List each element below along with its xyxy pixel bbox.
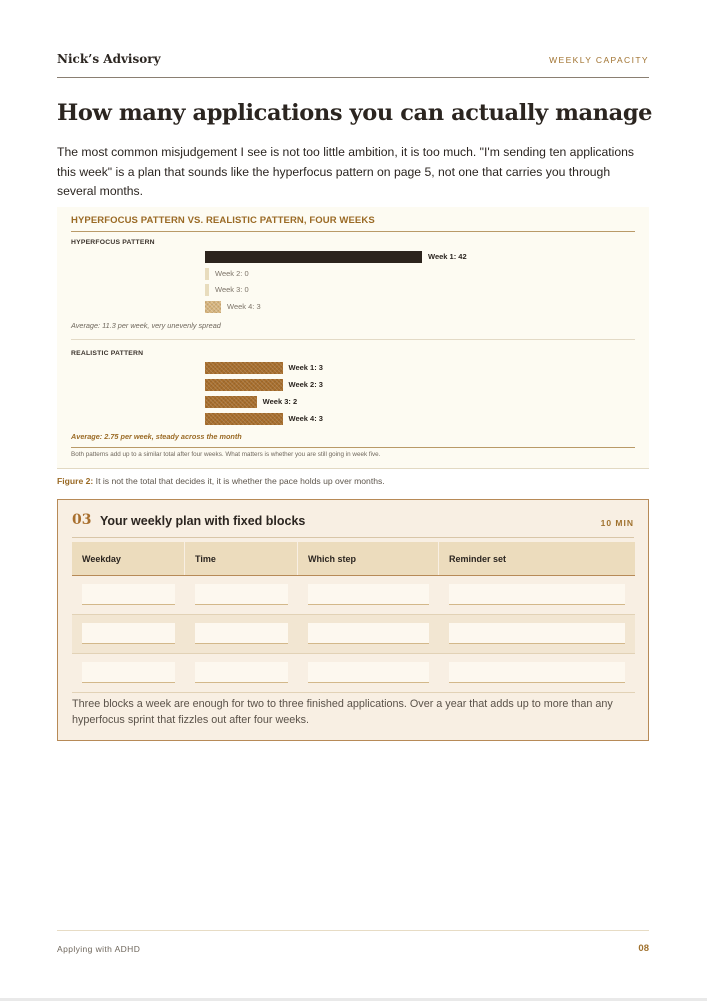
group-average: Average: 2.75 per week, steady across the month — [71, 432, 242, 441]
group-divider — [71, 447, 635, 448]
bar-label: Week 3: 2 — [262, 397, 298, 406]
caption-label: Figure 2: — [57, 476, 94, 486]
bar-week-3 — [205, 284, 209, 296]
weekday-field[interactable] — [82, 623, 175, 644]
group-label: HYPERFOCUS PATTERN — [71, 239, 155, 246]
step-field[interactable] — [308, 584, 429, 605]
exercise-title: Your weekly plan with fixed blocks — [100, 514, 306, 528]
weekday-field[interactable] — [82, 584, 175, 605]
table-row — [72, 615, 635, 654]
page-title: How many applications you can actually manage — [57, 100, 653, 126]
bar-label: Week 3: 0 — [215, 285, 249, 294]
reminder-field[interactable] — [449, 584, 625, 605]
table-row — [72, 576, 635, 615]
col-reminder-set: Reminder set — [449, 554, 507, 564]
page-number: 08 — [638, 943, 649, 954]
figure-caption — [57, 476, 385, 486]
bar-week-4 — [205, 413, 283, 425]
bar-week-1 — [205, 362, 283, 374]
bar-week-2 — [205, 268, 209, 280]
section-tag: WEEKLY CAPACITY — [549, 55, 649, 65]
bar-label: Week 1: 3 — [288, 363, 323, 372]
bar-week-1 — [205, 251, 422, 263]
caption-text: It is not the total that decides it, it is whether the pace holds up over months. — [93, 476, 385, 486]
time-field[interactable] — [195, 584, 288, 605]
bar-week-4 — [205, 301, 221, 313]
table-header — [72, 542, 635, 576]
figure-title: HYPERFOCUS PATTERN VS. REALISTIC PATTERN, FOUR WEEKS — [71, 215, 635, 232]
footer-title: Applying with ADHD — [57, 944, 141, 954]
footer-rule — [57, 930, 649, 931]
group-average: Average: 11.3 per week, very unevenly spread — [71, 321, 221, 330]
group-divider — [71, 339, 635, 340]
plan-table — [72, 542, 635, 693]
col-time: Time — [185, 542, 298, 575]
bar-label: Week 2: 3 — [288, 380, 323, 389]
col-which-step: Which step — [298, 542, 439, 575]
intro-paragraph: The most common misjudgement I see is not too little ambition, it is too much. "I'm sending ten applications this week" is a plan that sounds like the hyperfocus pattern on page 5, not one that carries you through several months. — [57, 145, 635, 198]
table-row — [72, 654, 635, 693]
col-weekday: Weekday — [72, 542, 185, 575]
reminder-field[interactable] — [449, 623, 625, 644]
figure-note: Both patterns add up to a similar total after four weeks. What matters is whether you are still going in week five. — [71, 451, 381, 458]
exercise-duration: 10 MIN — [600, 518, 634, 528]
step-field[interactable] — [308, 662, 429, 683]
step-field[interactable] — [308, 623, 429, 644]
brand-name: Nick’s Advisory — [57, 52, 161, 66]
bar-label: Week 4: 3 — [288, 414, 323, 423]
group-label: REALISTIC PATTERN — [71, 350, 144, 357]
bar-week-3 — [205, 396, 257, 408]
page-header — [57, 50, 649, 78]
weekday-field[interactable] — [82, 662, 175, 683]
exercise-box — [57, 499, 649, 741]
exercise-number: 03 — [72, 512, 92, 528]
time-field[interactable] — [195, 662, 288, 683]
comparison-figure — [57, 207, 649, 469]
reminder-field[interactable] — [449, 662, 625, 683]
exercise-footer: Three blocks a week are enough for two to three finished applications. Over a year that adds up to more than any hyperfocus sprint that fizzles out after four weeks. — [72, 698, 613, 726]
exercise-divider — [72, 537, 634, 538]
bar-label: Week 2: 0 — [215, 269, 249, 278]
time-field[interactable] — [195, 623, 288, 644]
bar-label: Week 1: 42 — [428, 252, 467, 261]
bar-label: Week 4: 3 — [227, 302, 261, 311]
bar-week-2 — [205, 379, 283, 391]
